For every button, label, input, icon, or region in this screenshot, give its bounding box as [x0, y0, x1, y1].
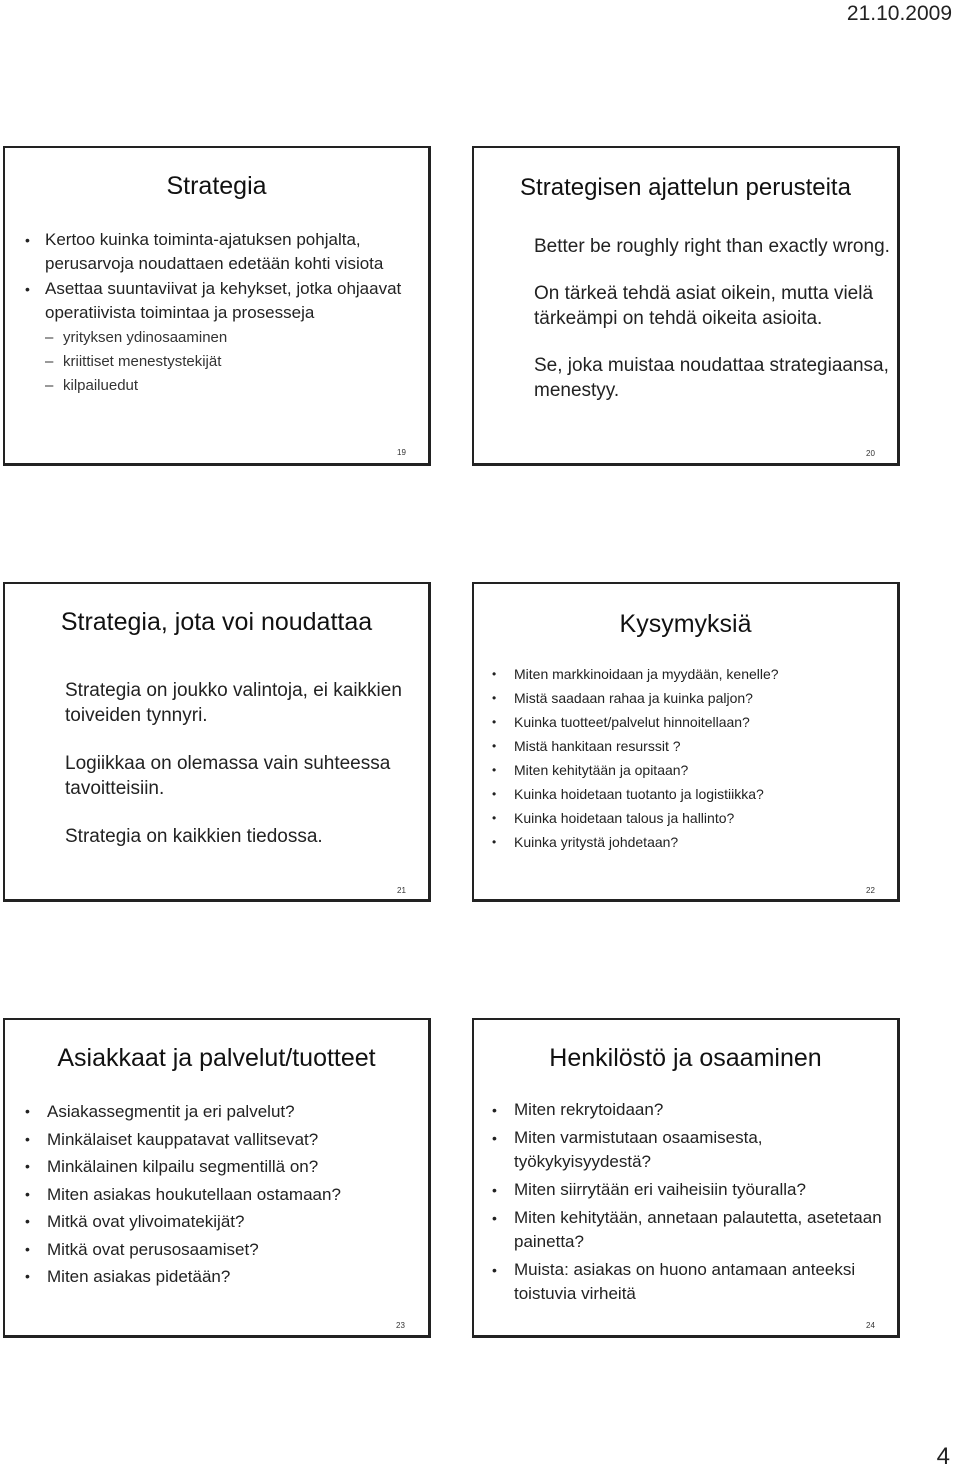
- list-item: • Miten asiakas houkutellaan ostamaan?: [25, 1181, 425, 1209]
- slide-21: [3, 582, 431, 902]
- slide-number: 19: [397, 448, 406, 457]
- bullet-icon: •: [25, 232, 30, 248]
- paragraph: Better be roughly right than exactly wrong.: [534, 236, 890, 257]
- slide-20: [472, 146, 900, 466]
- bullet-icon: •: [492, 691, 497, 705]
- bullet-icon: •: [492, 1262, 497, 1278]
- bullet-icon: •: [25, 281, 30, 297]
- bullet-list: [25, 228, 425, 398]
- sub-list-item: – kilpailuedut: [45, 374, 425, 397]
- bullet-icon: •: [25, 1213, 30, 1229]
- bullet-icon: •: [492, 787, 497, 801]
- bullet-list: [25, 1098, 425, 1291]
- list-item: • Kuinka hoidetaan talous ja hallinto?: [492, 806, 892, 830]
- paragraph: Strategia on kaikkien tiedossa.: [65, 826, 323, 847]
- list-item: • Asiakassegmentit ja eri palvelut?: [25, 1098, 425, 1126]
- slide-title: Kysymyksiä: [619, 610, 752, 638]
- bullet-icon: •: [492, 715, 497, 729]
- list-item: • Muista: asiakas on huono antamaan anteeksi toistuvia virheitä: [492, 1260, 856, 1303]
- bullet-icon: •: [25, 1268, 30, 1284]
- list-item: • Miten siirrytään eri vaiheisiin työuralla?: [492, 1178, 892, 1202]
- list-item: • Kertoo kuinka toiminta-ajatuksen pohjalta, perusarvoja noudattaen edetään kohti visiota: [25, 230, 384, 273]
- sub-list: [45, 326, 425, 397]
- dash-icon: –: [45, 353, 54, 370]
- dash-icon: –: [45, 329, 54, 346]
- slide-24: [472, 1018, 900, 1338]
- list-item: • Miten varmistutaan osaamisesta, työkykyisyydestä?: [492, 1128, 763, 1171]
- list-item: • Miten asiakas pidetään?: [25, 1263, 425, 1291]
- slide-title: Strategia: [166, 172, 267, 200]
- list-item: • Miten markkinoidaan ja myydään, kenelle?: [492, 662, 892, 686]
- slide-22: [472, 582, 900, 902]
- bullet-icon: •: [492, 763, 497, 777]
- slide-title: Henkilöstö ja osaaminen: [549, 1044, 822, 1072]
- slide-title: Asiakkaat ja palvelut/tuotteet: [57, 1044, 376, 1072]
- bullet-icon: •: [25, 1103, 30, 1119]
- slide-23: [3, 1018, 431, 1338]
- slide-number: 20: [866, 449, 875, 458]
- bullet-icon: •: [492, 1102, 497, 1118]
- sub-list-item: – yrityksen ydinosaaminen: [45, 326, 425, 349]
- slide-title: Strategia, jota voi noudattaa: [60, 608, 373, 636]
- paragraph: Strategia on joukko valintoja, ei kaikkien toiveiden tynnyri.: [65, 680, 402, 726]
- slide-number: 24: [866, 1321, 875, 1330]
- list-item: • Mistä saadaan rahaa ja kuinka paljon?: [492, 686, 892, 710]
- bullet-icon: •: [25, 1240, 30, 1257]
- bullet-list: [492, 662, 892, 854]
- bullet-list: [492, 1098, 892, 1310]
- list-item: • Kuinka hoidetaan tuotanto ja logistiikka?: [492, 782, 892, 806]
- paragraph-list: [534, 234, 894, 425]
- paragraph-list: [65, 678, 425, 872]
- bullet-icon: •: [492, 1182, 497, 1198]
- dash-icon: –: [45, 377, 54, 394]
- slide-19: [3, 146, 431, 466]
- bullet-icon: •: [492, 811, 497, 825]
- bullet-icon: •: [25, 1185, 30, 1202]
- list-item: • Mitkä ovat ylivoimatekijät?: [25, 1208, 425, 1236]
- list-item: • Miten kehitytään, annetaan palautetta, asetetaan painetta?: [492, 1208, 882, 1251]
- slide-number: 21: [397, 886, 406, 895]
- list-item: • Mitkä ovat perusosaamiset?: [25, 1236, 425, 1264]
- paragraph: On tärkeä tehdä asiat oikein, mutta vielä tärkeämpi on tehdä oikeita asioita.: [534, 283, 874, 329]
- list-item: • Miten kehitytään ja opitaan?: [492, 758, 892, 782]
- bullet-icon: •: [492, 1130, 497, 1146]
- page-date: 21.10.2009: [846, 2, 952, 25]
- bullet-icon: •: [25, 1130, 30, 1147]
- list-item: • Asettaa suuntaviivat ja kehykset, jotka ohjaavat operatiivista toimintaa ja prosesseja – yrityksen ydinosaaminen – kriittiset menestystekijät – kilpailuedut: [25, 277, 425, 397]
- list-item: • Minkälainen kilpailu segmentillä on?: [25, 1153, 425, 1181]
- bullet-icon: •: [492, 739, 497, 753]
- page-number: 4: [936, 1443, 950, 1470]
- slide-number: 22: [866, 886, 875, 895]
- sub-list-item: – kriittiset menestystekijät: [45, 350, 425, 373]
- list-item: • Mistä hankitaan resurssit ?: [492, 734, 892, 758]
- list-item: • Kuinka yritystä johdetaan?: [492, 830, 892, 854]
- list-item: • Miten rekrytoidaan?: [492, 1098, 892, 1122]
- list-item: • Minkälaiset kauppatavat vallitsevat?: [25, 1126, 425, 1154]
- paragraph: Se, joka muistaa noudattaa strategiaansa, menestyy.: [534, 355, 889, 401]
- slide-number: 23: [396, 1321, 405, 1330]
- list-item: • Kuinka tuotteet/palvelut hinnoitellaan?: [492, 710, 892, 734]
- paragraph: Logiikkaa on olemassa vain suhteessa tavoitteisiin.: [65, 753, 391, 799]
- bullet-icon: •: [492, 1210, 497, 1226]
- bullet-icon: •: [492, 835, 497, 849]
- slide-title: Strategisen ajattelun perusteita: [520, 174, 851, 201]
- bullet-icon: •: [492, 667, 497, 681]
- bullet-icon: •: [25, 1158, 30, 1174]
